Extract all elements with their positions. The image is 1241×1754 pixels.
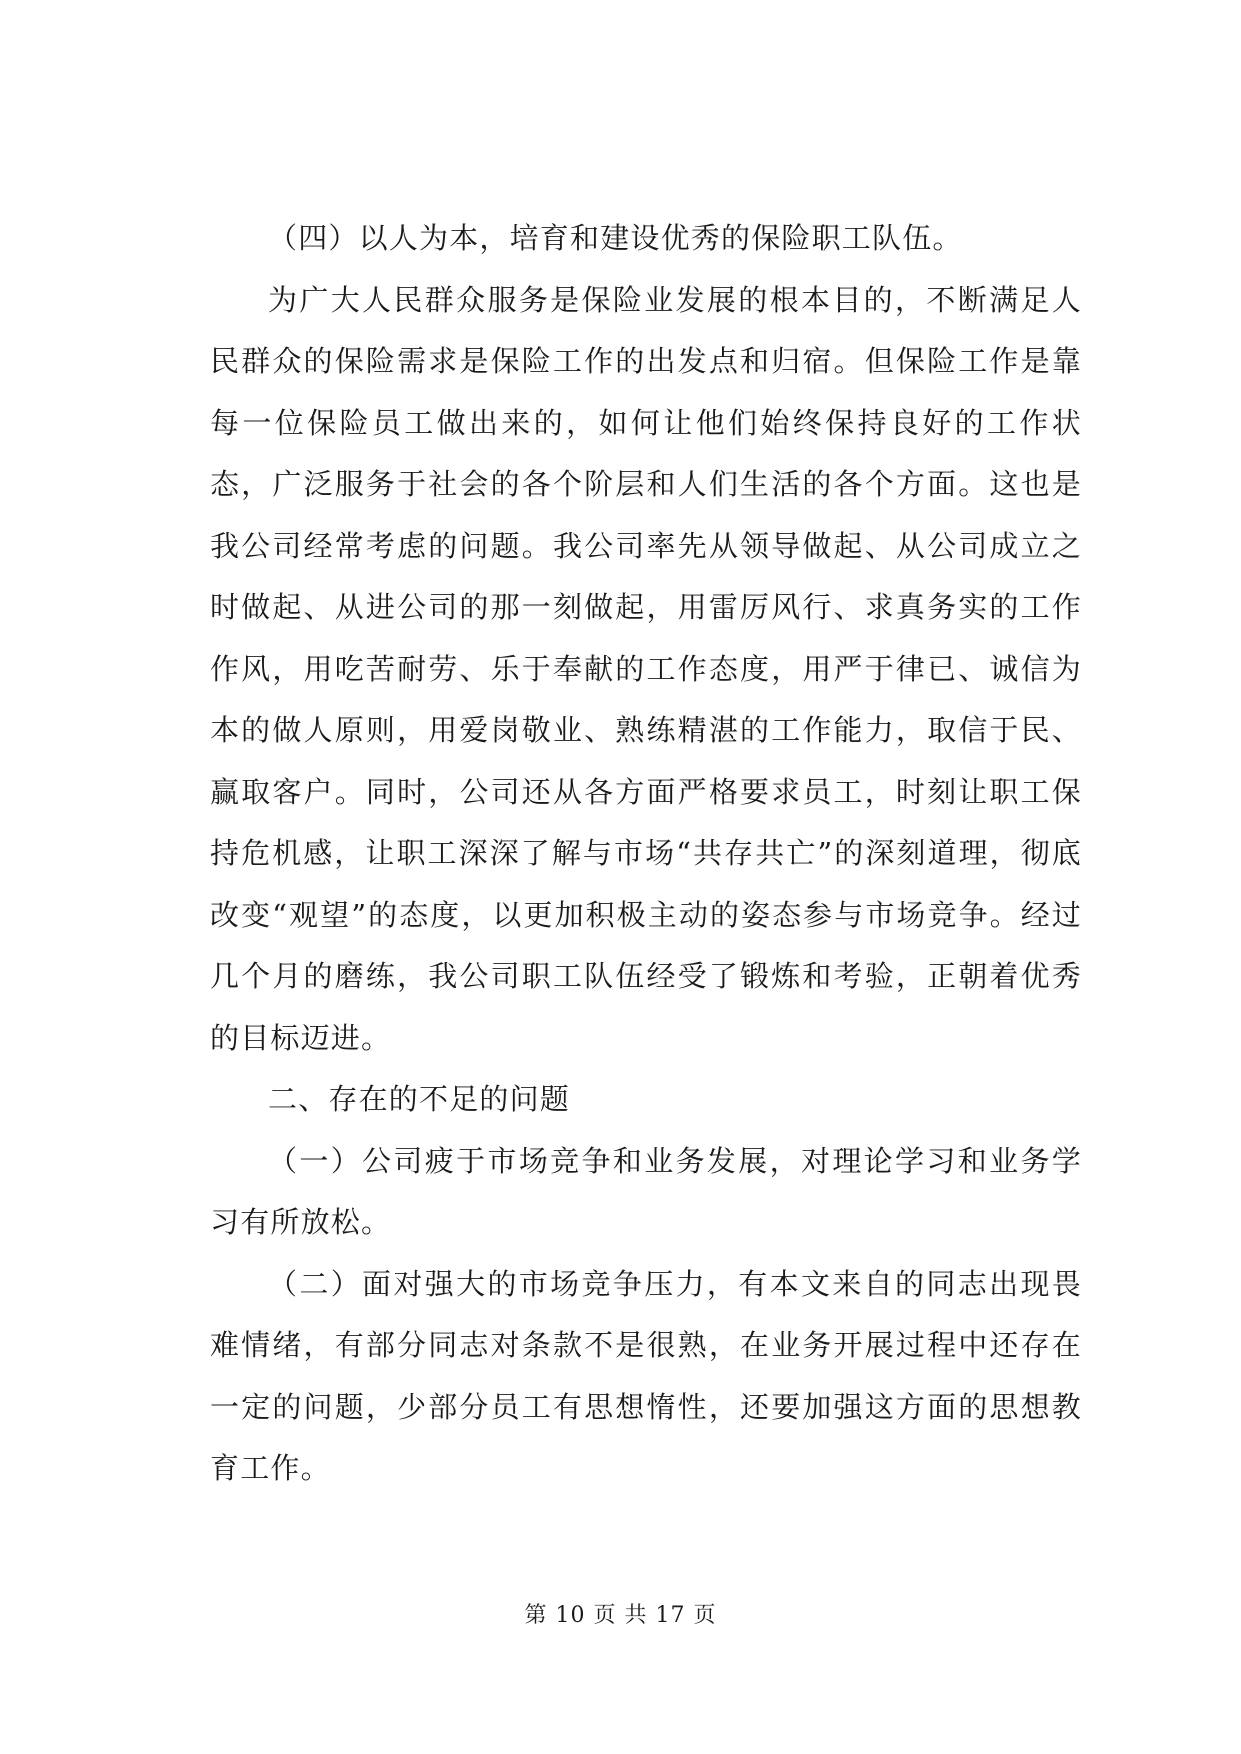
- list-item-two: （二）面对强大的市场竞争压力，有本文来自的同志出现畏难情绪，有部分同志对条款不是很熟，在业务开展过程中还存在一定的问题，少部分员工有思想惰性，还要加强这方面的思想教育工作。: [210, 1266, 1082, 1485]
- list-item-one: （一）公司疲于市场竞争和业务发展，对理论学习和业务学习有所放松。: [210, 1143, 1082, 1239]
- page-number-footer: 第 10 页 共 17 页: [524, 1603, 717, 1628]
- document-body: [210, 208, 1082, 1500]
- section-heading-four: （四）以人为本，培育和建设优秀的保险职工队伍。: [268, 221, 963, 255]
- section-heading-two: 二、存在的不足的问题: [268, 1082, 571, 1116]
- body-paragraph: 为广大人民群众服务是保险业发展的根本目的，不断满足人民群众的保险需求是保险工作的出发点和归宿。但保险工作是靠每一位保险员工做出来的，如何让他们始终保持良好的工作状态，广泛服务于社会的各个阶层和人们生活的各个方面。这也是我公司经常考虑的问题。我公司率先从领导做起、从公司成立之时做起、从进公司的那一刻做起，用雷厉风行、求真务实的工作作风，用吃苦耐劳、乐于奉献的工作态度，用严于律已、诚信为本的做人原则，用爱岗敬业、熟练精湛的工作能力，取信于民、赢取客户。同时，公司还从各方面严格要求员工，时刻让职工保持危机感，让职工深深了解与市场“共存共亡”的深刻道理，彻底改变“观望”的态度，以更加积极主动的姿态参与市场竞争。经过几个月的磨练，我公司职工队伍经受了锻炼和考验，正朝着优秀的目标迈进。: [210, 282, 1082, 1055]
